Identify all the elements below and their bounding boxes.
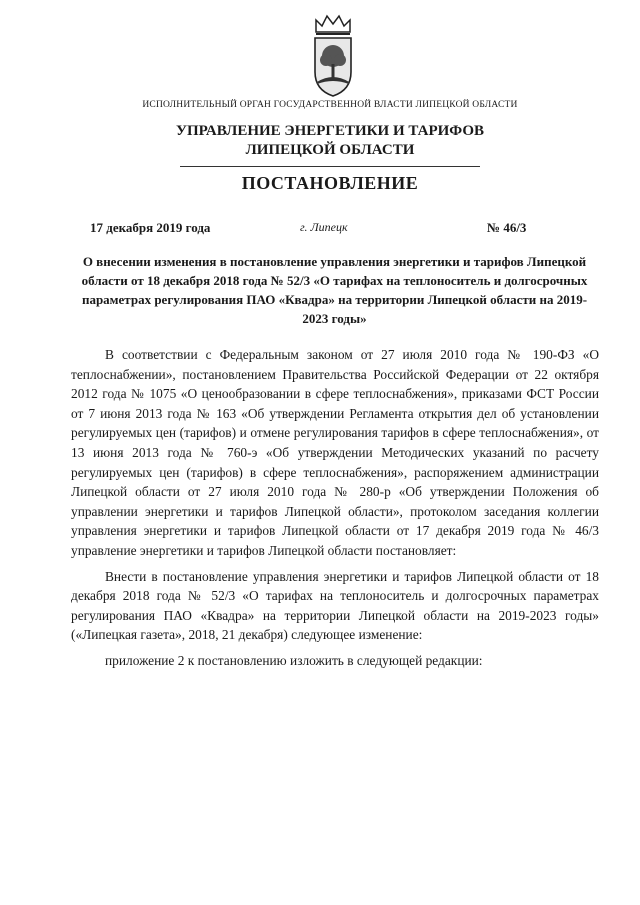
body-paragraph-1: В соответствии с Федеральным законом от 27 июля 2010 года № 190-ФЗ «О теплоснабжении», постановлением Правительства Российской Федерации от 22 октября 2012 года № 1075 «О ценообразовании в сфере теплоснабжения», приказами ФСТ России от 7 июня 2013 года № 163 «Об утверждении Регламента открытия дел об установлении регулируемых цен (тарифов) и отмене регулирования тарифов в сфере теплоснабжения», от 13 июня 2013 года № 760-э «Об утверждении Методических указаний по расчету регулируемых цен (тарифов) в сфере теплоснабжения», распоряжением администрации Липецкой области от 27 июля 2010 года № 280-р «Об утверждении Положения об управлении энергетики и тарифов Липецкой области», протоколом заседания коллегии управления энергетики и тарифов Липецкой области от 17 декабря 2019 года № 46/3 управление энергетики и тарифов Липецкой области постановляет:	[71, 347, 599, 558]
department-name	[80, 122, 580, 160]
issuer-line: ИСПОЛНИТЕЛЬНЫЙ ОРГАН ГОСУДАРСТВЕННОЙ ВЛАСТИ ЛИПЕЦКОЙ ОБЛАСТИ	[142, 100, 518, 110]
document-number: № 46/3	[487, 220, 527, 235]
header-divider	[180, 166, 480, 167]
department-line-1: УПРАВЛЕНИЕ ЭНЕРГЕТИКИ И ТАРИФОВ	[175, 123, 485, 139]
document-type: ПОСТАНОВЛЕНИЕ	[241, 173, 419, 193]
document-date: 17 декабря 2019 года	[90, 220, 211, 235]
coat-of-arms-icon	[308, 12, 358, 98]
body-paragraph-3: приложение 2 к постановлению изложить в следующей редакции:	[105, 652, 483, 668]
department-line-2: ЛИПЕЦКОЙ ОБЛАСТИ	[245, 142, 415, 158]
document-city: г. Липецк	[300, 220, 348, 234]
document-title: О внесении изменения в постановление управления энергетики и тарифов Липецкой области от 18 декабря 2018 года № 52/3 «О тарифах на теплоноситель и долгосрочных параметрах регулирования ПАО «Квадра» на территории Липецкой области на 2019-2023 годы»	[81, 254, 588, 326]
body-paragraph-2: Внести в постановление управления энергетики и тарифов Липецкой области от 18 декабря 2018 года № 52/3 «О тарифах на теплоноситель и долгосрочных параметрах регулирования ПАО «Квадра» на территории Липецкой области на 2019-2023 годы» («Липецкая газета», 2018, 21 декабря) следующее изменение:	[71, 568, 599, 643]
document-body	[71, 345, 599, 677]
